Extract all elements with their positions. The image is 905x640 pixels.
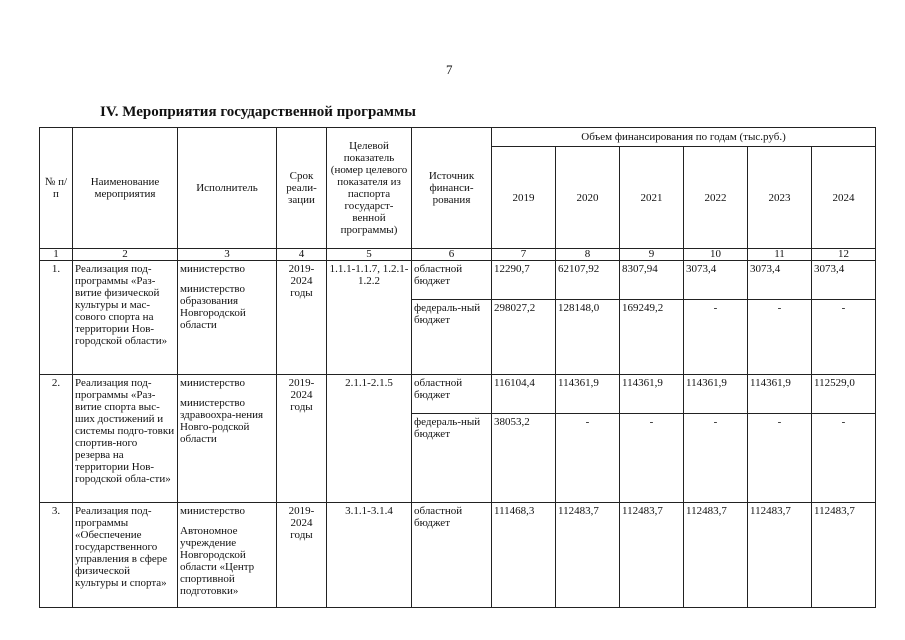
funding-value: 8307,94 xyxy=(620,261,684,300)
column-number: 6 xyxy=(412,249,492,261)
target-indicator: 3.1.1-3.1.4 xyxy=(327,503,412,608)
funding-value: 3073,4 xyxy=(684,261,748,300)
row-number: 2. xyxy=(40,375,73,503)
funding-value: - xyxy=(556,414,620,503)
column-number: 1 xyxy=(40,249,73,261)
funding-value: 114361,9 xyxy=(684,375,748,414)
executor-secondary: министерство образования Новгородской области xyxy=(180,283,246,331)
measure-name: Реализация под-программы «Обеспечение государственного управления в сфере физической культуры и спорта» xyxy=(73,503,178,608)
header-year-2022: 2022 xyxy=(684,147,748,249)
executor xyxy=(178,375,277,503)
executor-primary: министерство xyxy=(180,263,246,275)
table-row xyxy=(40,503,876,608)
funding-value: 38053,2 xyxy=(492,414,556,503)
funding-value: - xyxy=(620,414,684,503)
column-number: 3 xyxy=(178,249,277,261)
funding-value: 3073,4 xyxy=(812,261,876,300)
table-row xyxy=(40,375,876,414)
funding-value: 169249,2 xyxy=(620,300,684,375)
funding-value: 112529,0 xyxy=(812,375,876,414)
header-year-2019: 2019 xyxy=(492,147,556,249)
measure-name: Реализация под-программы «Раз-витие физической культуры и мас-сового спорта на территории Нов-городской области» xyxy=(73,261,178,375)
row-number: 3. xyxy=(40,503,73,608)
header-funding: Объем финансирования по годам (тыс.руб.) xyxy=(492,128,876,147)
header-executor: Исполнитель xyxy=(178,128,277,249)
funding-source: областной бюджет xyxy=(412,503,492,608)
page-number: 7 xyxy=(446,62,453,77)
funding-value: 114361,9 xyxy=(748,375,812,414)
executor-primary: министерство xyxy=(180,505,246,517)
funding-value: 3073,4 xyxy=(748,261,812,300)
funding-value: - xyxy=(748,300,812,375)
row-number: 1. xyxy=(40,261,73,375)
funding-value: - xyxy=(748,414,812,503)
header-num: № п/п xyxy=(40,128,73,249)
measure-name: Реализация под-программы «Раз-витие спорта выс-ших достижений и системы подго-товки спортив-ного резерва на территории Нов-городской обла-сти» xyxy=(73,375,178,503)
funding-value: - xyxy=(684,300,748,375)
column-numbers-row xyxy=(40,249,876,261)
section-title: IV. Мероприятия государственной программы xyxy=(100,104,416,120)
funding-value: 112483,7 xyxy=(684,503,748,608)
funding-value: 12290,7 xyxy=(492,261,556,300)
funding-source: федераль-ный бюджет xyxy=(412,300,492,375)
header-target: Целевой показатель (номер целевого показателя из паспорта государст-венной программы) xyxy=(327,128,412,249)
funding-value: 112483,7 xyxy=(812,503,876,608)
column-number: 11 xyxy=(748,249,812,261)
term: 2019-2024 годы xyxy=(277,261,327,375)
funding-source: областной бюджет xyxy=(412,375,492,414)
column-number: 4 xyxy=(277,249,327,261)
header-name: Наименование мероприятия xyxy=(73,128,178,249)
funding-source: федераль-ный бюджет xyxy=(412,414,492,503)
column-number: 2 xyxy=(73,249,178,261)
funding-value: 114361,9 xyxy=(620,375,684,414)
funding-source: областной бюджет xyxy=(412,261,492,300)
column-number: 8 xyxy=(556,249,620,261)
funding-value: 114361,9 xyxy=(556,375,620,414)
header-year-2023: 2023 xyxy=(748,147,812,249)
funding-value: 128148,0 xyxy=(556,300,620,375)
header-row xyxy=(40,128,876,147)
funding-value: - xyxy=(812,300,876,375)
executor-primary: министерство xyxy=(180,377,246,389)
header-term: Срок реали-зации xyxy=(277,128,327,249)
header-year-2024: 2024 xyxy=(812,147,876,249)
target-indicator: 1.1.1-1.1.7, 1.2.1-1.2.2 xyxy=(327,261,412,375)
term: 2019-2024 годы xyxy=(277,375,327,503)
funding-value: 116104,4 xyxy=(492,375,556,414)
funding-value: 62107,92 xyxy=(556,261,620,300)
funding-value: 112483,7 xyxy=(620,503,684,608)
funding-value: 112483,7 xyxy=(748,503,812,608)
measures-table xyxy=(39,127,876,608)
funding-value: - xyxy=(684,414,748,503)
funding-value: - xyxy=(812,414,876,503)
executor-secondary: Автономное учреждение Новгородской области «Центр спортивной подготовки» xyxy=(180,525,255,597)
executor-secondary: министерство здравоохра-нения Новго-родской области xyxy=(180,397,264,445)
header-year-2020: 2020 xyxy=(556,147,620,249)
target-indicator: 2.1.1-2.1.5 xyxy=(327,375,412,503)
funding-value: 298027,2 xyxy=(492,300,556,375)
header-source: Источник финанси-рования xyxy=(412,128,492,249)
funding-value: 111468,3 xyxy=(492,503,556,608)
header-year-2021: 2021 xyxy=(620,147,684,249)
funding-value: 112483,7 xyxy=(556,503,620,608)
column-number: 12 xyxy=(812,249,876,261)
term: 2019-2024 годы xyxy=(277,503,327,608)
executor xyxy=(178,503,277,608)
executor xyxy=(178,261,277,375)
column-number: 7 xyxy=(492,249,556,261)
table-row xyxy=(40,261,876,300)
column-number: 5 xyxy=(327,249,412,261)
column-number: 10 xyxy=(684,249,748,261)
column-number: 9 xyxy=(620,249,684,261)
